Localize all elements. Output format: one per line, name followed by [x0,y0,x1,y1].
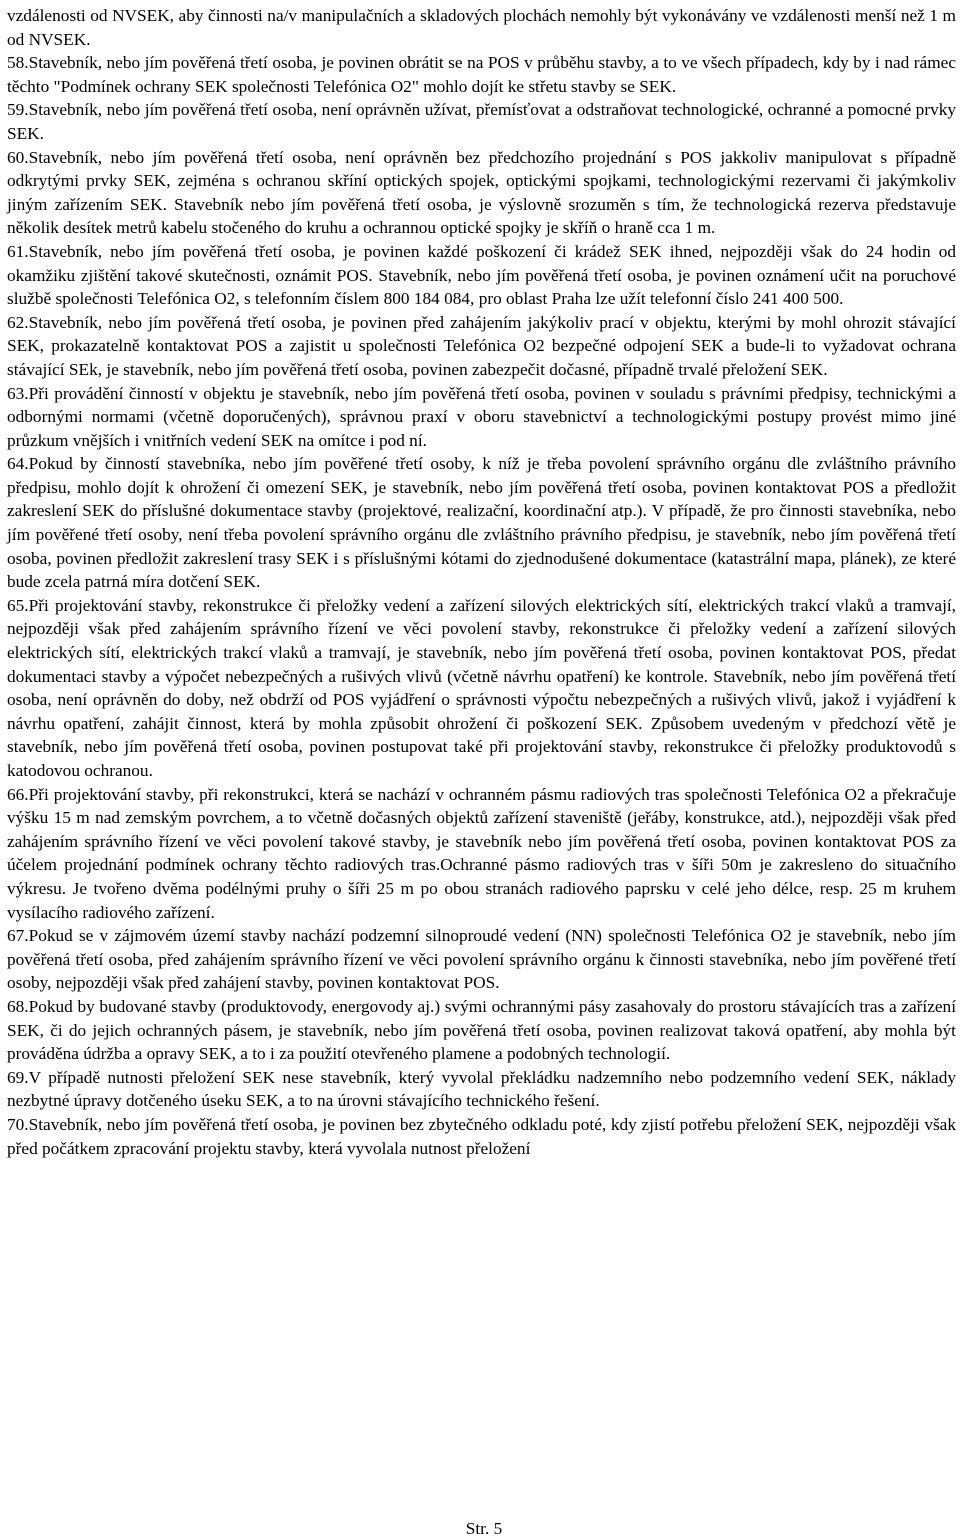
paragraph-59 [7,98,956,145]
paragraph-text: Pokud by budované stavby (produktovody, energovody aj.) svými ochrannými pásy zasahovaly do prostoru stávajících tras a zařízení SEK, či do jejich ochranných pásem, je stavebník, nebo jím pověřená třetí osoba, povinen realizovat taková opatření, aby mohla být prováděna údržba a opravy SEK, a to i za použití otevřeného plamene a podobných technologií. [7,996,956,1064]
paragraph-number: 68. [7,996,29,1016]
paragraph-continuation [7,4,956,51]
paragraph-number: 64. [7,454,29,474]
paragraph-number: 61. [7,241,29,261]
paragraph-text: Stavebník, nebo jím pověřená třetí osoba, není oprávněn bez předchozího projednání s POS jakkoliv manipulovat s případně odkrytými prvky SEK, zejména s ochranou skříní optických spojek, optickými spojkami, technologickými rezervami či jakýmkoliv jiným zařízením SEK. Stavebník nebo jím pověřená třetí osoba, je výslovně srozuměn s tím, že technologická rezerva představuje několik desítek metrů kabelu stočeného do kruhu a ochrannou optické spojky je skříň o hraně cca 1 m. [7,147,956,238]
paragraph-63 [7,382,956,453]
paragraph-number: 62. [7,312,29,332]
paragraph-text: Stavebník, nebo jím pověřená třetí osoba, je povinen před zahájením jakýkoliv prací v objektu, kterými by mohl ohrozit stávající SEK, prokazatelně kontaktovat POS a zajistit u společnosti Telefónica O2 bezpečné odpojení SEK a bude-li to vyžadovat ochrana stávající SEk, je stavebník, nebo jím pověřená třetí osoba, povinen zabezpečit dočasné, případně trvalé přeložení SEK. [7,312,956,379]
paragraph-number: 60. [7,147,29,167]
paragraph-text: Při projektování stavby, při rekonstrukci, která se nachází v ochranném pásmu radiových tras společnosti Telefónica O2 a překračuje výšku 15 m nad zemským povrchem, a to včetně dočasných objektů zařízení staveniště (jeřáby, konstrukce, atd.), nejpozději však před zahájením správního řízení ve věci povolení takové stavby, je stavebník nebo jím pověřená třetí osoba, povinen kontaktovat POS za účelem projednání podmínek ochrany těchto radiových tras.Ochranné pásmo radiových tras v šíři 50m je zakresleno do situačního výkresu. Je tvořeno dvěma podélnými pruhy o šíři 25 m po obou stranách radiového paprsku v celé jeho délce, resp. 25 m kruhem vysílacího radiového zařízení. [7,784,956,922]
paragraph-68 [7,995,956,1066]
paragraph-number: 58. [7,53,29,73]
paragraph-number: 63. [7,383,29,403]
paragraph-62 [7,311,956,382]
paragraph-text: Při projektování stavby, rekonstrukce či přeložky vedení a zařízení silových elektrických sítí, elektrických trakcí vlaků a tramvají, nejpozději však před zahájením správního řízení ve věci povolení stavby, rekonstrukce či přeložky vedení a zařízení silových elektrických sítí, elektrických trakcí vlaků a tramvají, je stavebník, nebo jím pověřená třetí osoba, povinen kontaktovat POS, předat dokumentaci stavby a výpočet nebezpečných a rušivých vlivů (včetně návrhu opatření) ke kontrole. Stavebník, nebo jím pověřená třetí osoba, není oprávněn do doby, než obdrží od POS vyjádření o správnosti výpočtu nebezpečných a rušivých vlivů, jakož i vyjádření k návrhu opatření, zahájit činnost, která by mohla způsobit ohrožení či poškození SEK. Způsobem uvedeným v předchozí větě je stavebník, nebo jím pověřená třetí osoba, povinen postupovat také při projektování stavby, rekonstrukce či přeložky produktovodů s katodovou ochranou. [7,595,956,780]
paragraph-text: Stavebník, nebo jím pověřená třetí osoba, je povinen každé poškození či krádež SEK ihned, nejpozději však do 24 hodin od okamžiku zjištění takové skutečnosti, oznámit POS. Stavebník, nebo jím pověřená třetí osoba, je povinen oznámení učit na poruchové službě společnosti Telefónica O2, s telefonním číslem 800 184 084, pro oblast Praha lze užít telefonní číslo 241 400 500. [7,241,956,309]
paragraph-number: 65. [7,595,29,615]
paragraph-65 [7,594,956,783]
paragraph-60 [7,146,956,240]
paragraph-text: Pokud se v zájmovém území stavby nachází podzemní silnoproudé vedení (NN) společnosti Telefónica O2 je stavebník, nebo jím pověřená třetí osoba, před zahájením správního řízení ve věci povolení správního orgánu k činnosti stavebníka, nebo jím pověřené třetí osoby, nejpozději však před zahájení stavby, povinen kontaktovat POS. [7,926,956,993]
paragraph-67 [7,924,956,995]
page-footer [0,1519,960,1539]
paragraph-text: Stavebník, nebo jím pověřená třetí osoba, není oprávněn užívat, přemísťovat a odstraňovat technologické, ochranné a pomocné prvky SEK. [7,100,956,143]
paragraph-text: Při provádění činností v objektu je stavebník, nebo jím pověřená třetí osoba, povinen v souladu s právními předpisy, technickými a odbornými normami (včetně doporučených), správnou praxí v oboru stavebnictví a technologickými postupy provést mimo jiné průzkum vnějších i vnitřních vedení SEK na omítce i pod ní. [7,383,956,450]
paragraph-number: 70. [7,1114,29,1134]
document-page [7,4,956,1160]
paragraph-text: Stavebník, nebo jím pověřená třetí osoba, je povinen obrátit se na POS v průběhu stavby, a to ve všech případech, kdy by i nad rámec těchto "Podmínek ochrany SEK společnosti Telefónica O2" mohlo dojít ke střetu stavby se SEK. [7,53,956,96]
paragraph-number: 69. [7,1067,29,1087]
paragraph-text: Pokud by činností stavebníka, nebo jím pověřené třetí osoby, k níž je třeba povolení správního orgánu dle zvláštního právního předpisu, mohlo dojít k ohrožení či omezení SEK, je stavebník, nebo jím pověřená třetí osoba, povinen kontaktovat POS a předložit zakreslení SEK do příslušné dokumentace stavby (projektové, realizační, koordinační atp.). V případě, že pro činnosti stavebníka, nebo jím pověřené třetí osoby, není třeba povolení správního orgánu dle zvláštního právního předpisu, je stavebník, nebo jím pověřená třetí osoba, povinen předložit zakreslení trasy SEK i s příslušnými kótami do zjednodušené dokumentace (katastrální mapa, plánek), ze které bude zcela patrná míra dotčení SEK. [7,454,956,592]
paragraph-number: 59. [7,100,29,120]
page-number: Str. 5 [465,1519,503,1538]
paragraph-text: V případě nutnosti přeložení SEK nese stavebník, který vyvolal překládku nadzemního nebo podzemního vedení SEK, náklady nezbytné úpravy dotčeného úseku SEK, a to na úrovni stávajícího technického řešení. [7,1067,956,1111]
paragraph-number: 67. [7,926,29,946]
paragraph-58 [7,51,956,98]
paragraph-69 [7,1066,956,1113]
paragraph-61 [7,240,956,311]
paragraph-64 [7,452,956,594]
paragraph-66 [7,783,956,925]
paragraph-text: Stavebník, nebo jím pověřená třetí osoba, je povinen bez zbytečného odkladu poté, kdy zjistí potřebu přeložení SEK, nejpozději však před počátkem zpracování projektu stavby, která vyvolala nutnost přeložení [7,1114,956,1158]
paragraph-number: 66. [7,784,29,804]
paragraph-text: vzdálenosti od NVSEK, aby činnosti na/v manipulačních a skladových plochách nemohly být vykonávány ve vzdálenosti menší než 1 m od NVSEK. [7,6,956,49]
paragraph-70 [7,1113,956,1160]
